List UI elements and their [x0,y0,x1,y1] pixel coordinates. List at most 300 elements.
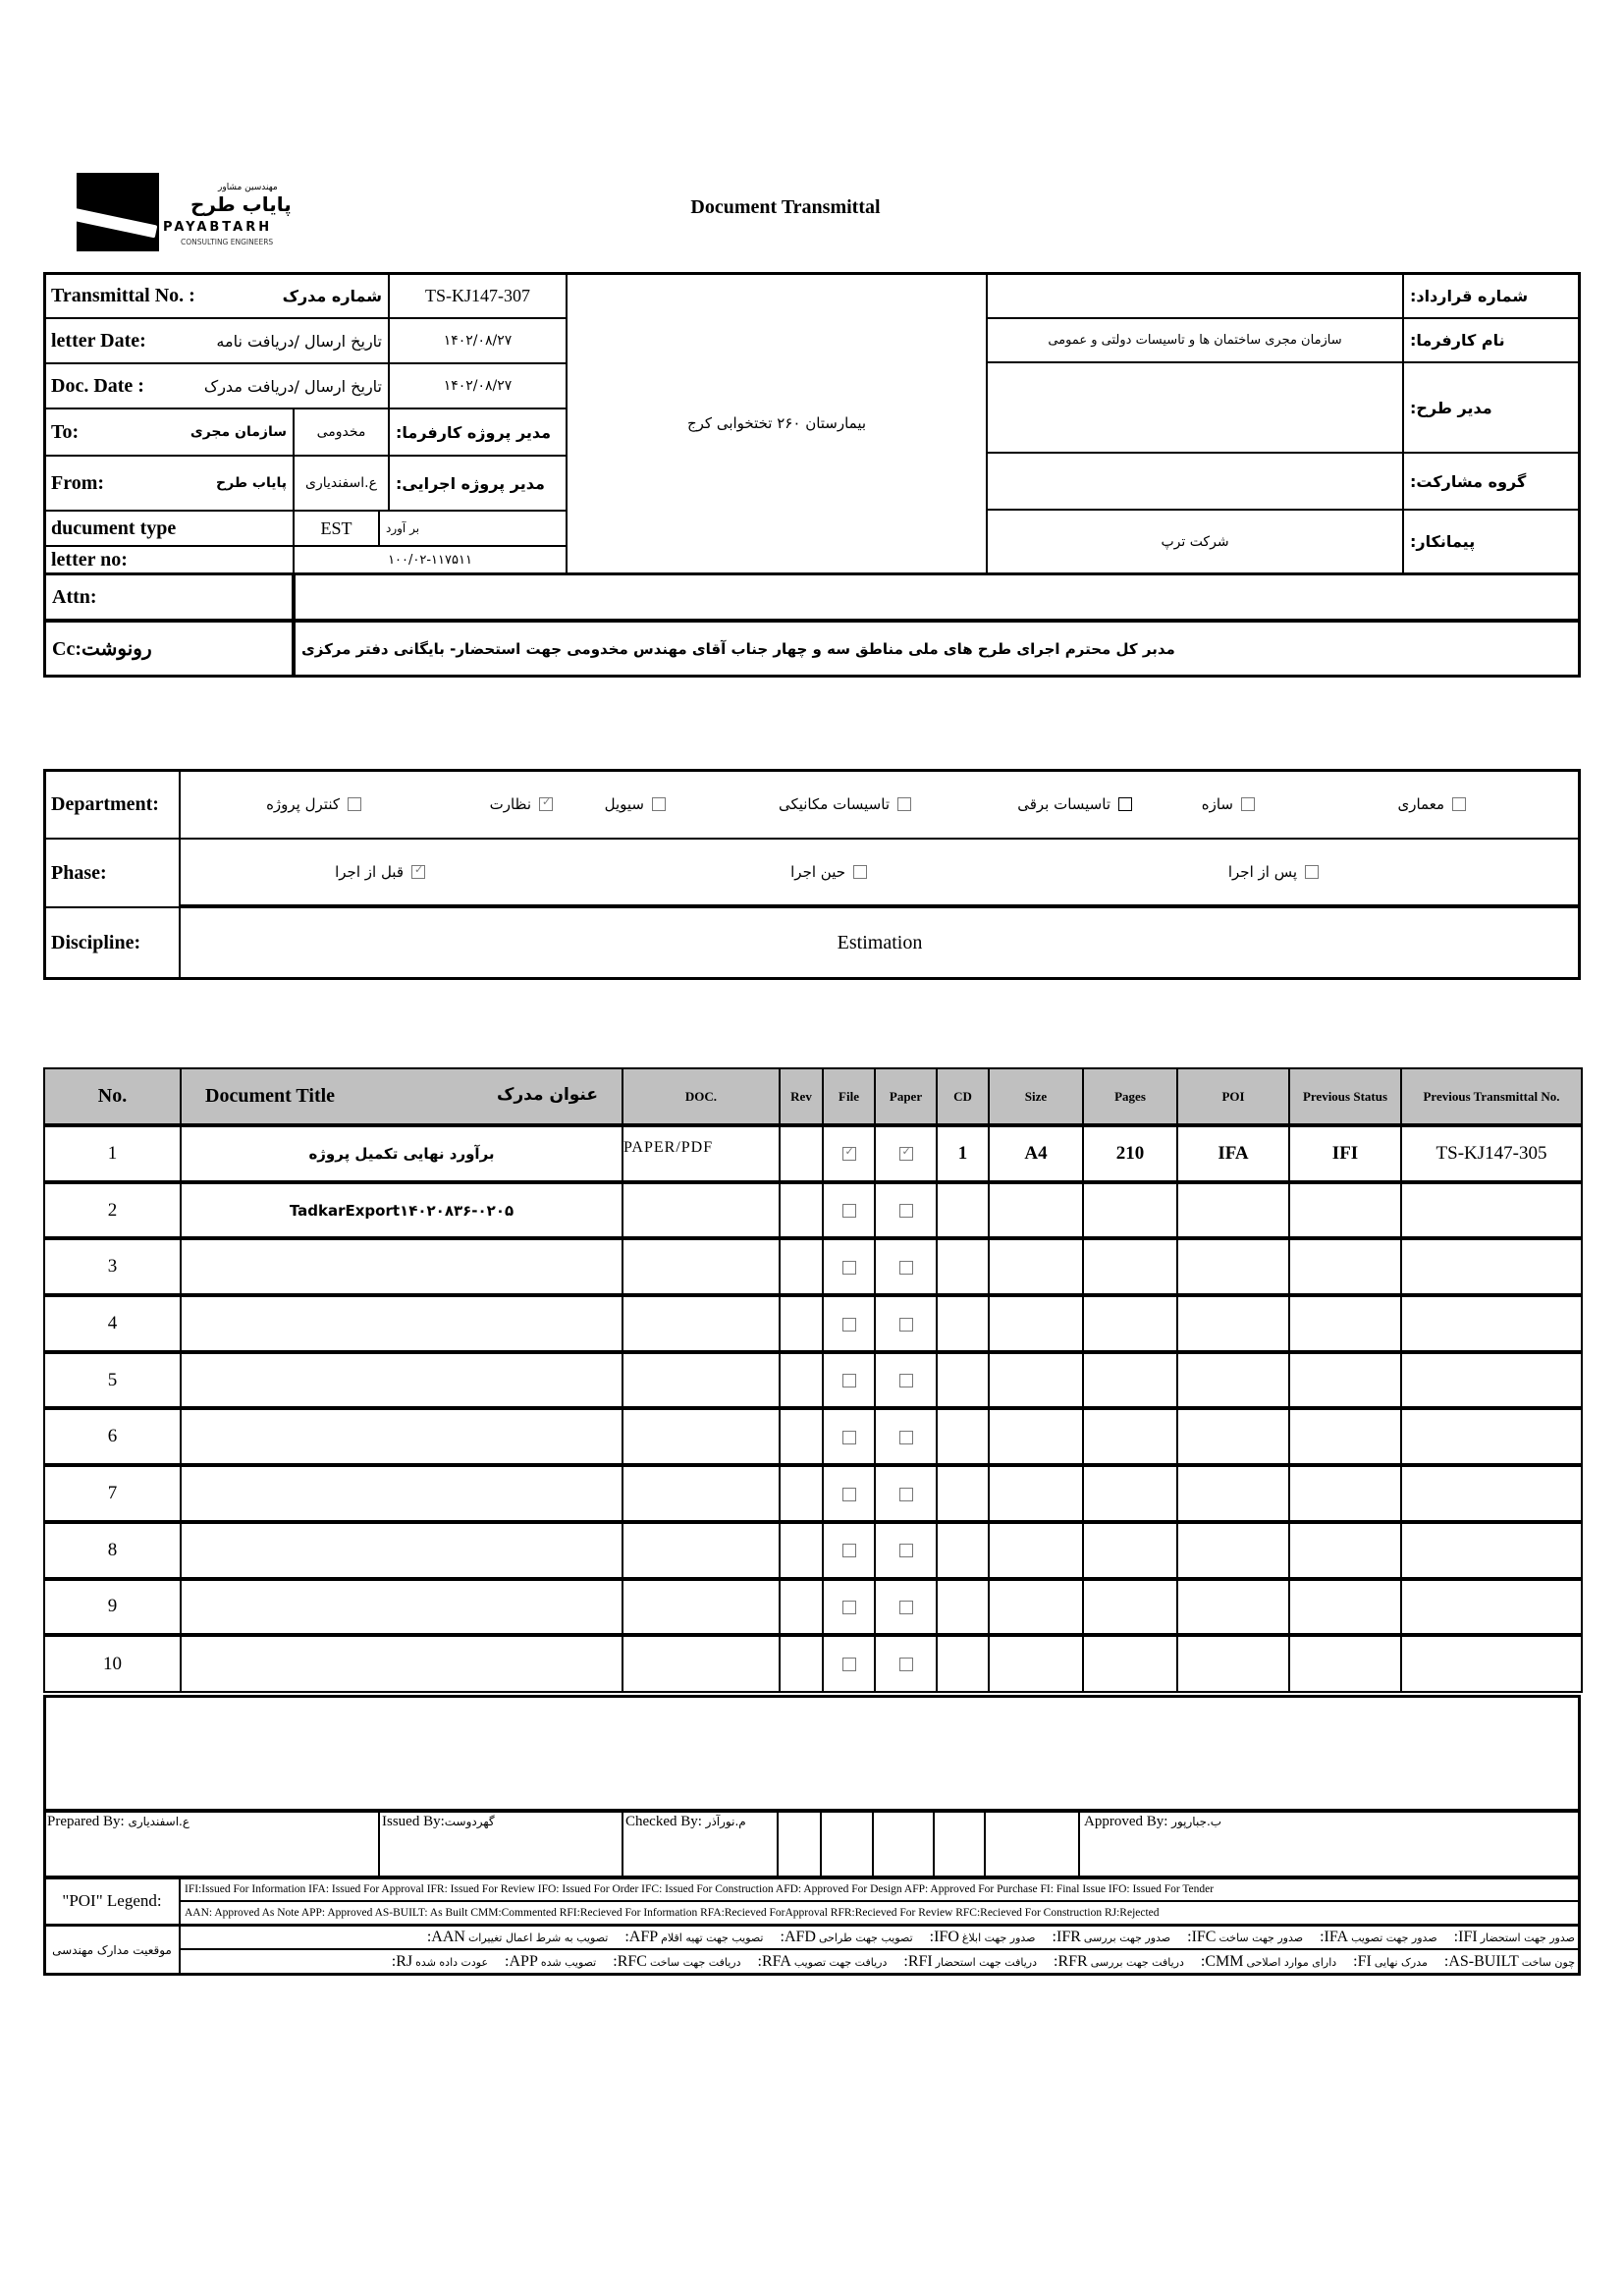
department-option-electrical[interactable] [1017,795,1132,813]
logo-fa-subtitle: مهندسین مشاور [218,183,278,192]
row-poi [1177,1295,1289,1352]
logo-en-name: PAYABTARH [163,220,273,235]
row-no: 6 [44,1408,181,1465]
legend-entry [778,1929,913,1946]
row-cd [937,1182,989,1239]
row-prev-status [1289,1295,1401,1352]
row-doc: PAPER/PDF [623,1125,780,1182]
legend-code: IFC: [1187,1929,1217,1945]
row-paper [875,1125,937,1182]
row-size: A4 [989,1125,1083,1182]
checkbox-icon[interactable] [899,1544,913,1557]
legend-text: صدور جهت تصویب [1351,1931,1437,1944]
row-prev-transmittal [1401,1182,1582,1239]
col-no: No. [44,1068,181,1125]
letter-date-label-en: letter Date: [51,329,146,352]
col-file: File [823,1068,875,1125]
legend-code: IFR: [1052,1929,1081,1945]
logo-mark-icon [77,173,159,251]
row-file [823,1522,875,1579]
row-doc [623,1465,780,1522]
row-pages [1083,1465,1177,1522]
to-field [43,408,295,457]
row-cd: 1 [937,1125,989,1182]
row-doc [623,1295,780,1352]
row-file [823,1125,875,1182]
phase-option-pre-execution[interactable] [335,863,425,881]
row-file [823,1635,875,1692]
row-prev-status [1289,1579,1401,1636]
legend-code: IFI: [1453,1929,1478,1945]
col-title-fa: عنوان مدرک [496,1085,598,1105]
legend-code: AFP: [624,1929,659,1945]
row-title [181,1352,623,1409]
letter-date-label-fa: تاریخ ارسال /دریافت نامه [216,331,382,351]
checked-by-name: م.نورآذر [705,1815,746,1828]
checked-by [622,1810,779,1878]
row-rev [780,1295,823,1352]
department-option-civil[interactable] [605,795,666,813]
row-rev [780,1238,823,1295]
row-paper [875,1352,937,1409]
row-rev [780,1408,823,1465]
document-type-label: ducument type [43,510,295,547]
table-row [44,1579,1582,1636]
col-cd: CD [937,1068,989,1125]
row-paper [875,1408,937,1465]
from-label: From: [51,471,105,494]
row-prev-transmittal [1401,1352,1582,1409]
option-label: سازه [1201,795,1233,813]
legend-entry [1451,1929,1575,1946]
letter-date-label [43,317,390,364]
checkbox-icon[interactable] [652,797,666,811]
row-rev [780,1635,823,1692]
notes-area[interactable] [43,1695,1581,1812]
row-title: برآورد نهایی تکمیل پروژه [181,1125,623,1182]
row-prev-status [1289,1238,1401,1295]
row-file [823,1579,875,1636]
doc-date-label-en: Doc. Date : [51,374,144,397]
legend-code: RFR: [1053,1953,1088,1970]
legend-text: صدور جهت بررسی [1083,1931,1171,1944]
row-cd [937,1522,989,1579]
legend-entry [389,1953,488,1971]
checkbox-icon[interactable] [899,1318,913,1332]
prepared-by [43,1810,380,1878]
row-file [823,1408,875,1465]
option-label: تاسیسات برقی [1017,795,1110,813]
col-title-en: Document Title [205,1085,336,1107]
table-row [44,1125,1582,1182]
legend-code: AS-BUILT: [1443,1953,1519,1970]
row-prev-status: IFI [1289,1125,1401,1182]
row-paper [875,1465,937,1522]
row-prev-transmittal [1401,1408,1582,1465]
attn-value [293,572,1581,622]
option-label: تاسیسات مکانیکی [778,795,890,813]
table-row [44,1465,1582,1522]
checkbox-icon[interactable] [842,1374,856,1387]
from-field [43,455,295,512]
checkbox-icon[interactable] [899,1601,913,1614]
legend-entry [622,1929,763,1946]
legend-text: دریافت جهت بررسی [1090,1956,1184,1969]
legend-code: RFC: [613,1953,647,1970]
checkbox-icon[interactable] [899,1488,913,1501]
legend-text: عودت داده شده [415,1956,489,1969]
row-pages [1083,1635,1177,1692]
col-size: Size [989,1068,1083,1125]
row-prev-status [1289,1182,1401,1239]
status-legend-line-2 [179,1948,1581,1976]
checkbox-checked-icon[interactable] [899,1147,913,1161]
col-rev: Rev [780,1068,823,1125]
documents-table [43,1067,1583,1693]
col-prev-status: Previous Status [1289,1068,1401,1125]
poi-legend-line-1: IFI:Issued For Information IFA: Issued For Approval IFR: Issued For Review IFO: Issued For Order IFC: Issued For Construction AFD: Approved For Design AFP: Approved For Purchase FI: Final Issue IFO: Issued For Tender [179,1877,1581,1902]
checkbox-icon[interactable] [899,1204,913,1218]
letter-no-label: letter no: [43,545,295,574]
row-file [823,1182,875,1239]
phase-options [179,838,1581,908]
row-poi [1177,1465,1289,1522]
row-cd [937,1465,989,1522]
row-doc [623,1408,780,1465]
prepared-by-label: Prepared By: [47,1814,125,1829]
option-label: قبل از اجرا [335,863,404,881]
checkbox-icon[interactable] [842,1261,856,1275]
legend-entry [1051,1953,1184,1971]
row-no: 5 [44,1352,181,1409]
checkbox-icon[interactable] [842,1488,856,1501]
legend-entry [1050,1929,1171,1946]
partnership-value [986,452,1404,511]
table-row [44,1635,1582,1692]
row-poi [1177,1522,1289,1579]
row-doc [623,1522,780,1579]
legend-entry [502,1953,596,1971]
phase-option-during-execution[interactable] [790,863,867,881]
doc-date-label [43,362,390,409]
legend-code: RFI: [903,1953,933,1970]
row-poi [1177,1579,1289,1636]
to-label: To: [51,420,80,443]
col-doc: DOC. [623,1068,780,1125]
checkbox-icon[interactable] [842,1658,856,1671]
checkbox-icon[interactable] [842,1544,856,1557]
legend-entry [1184,1929,1303,1946]
transmittal-no-label [43,272,390,319]
company-logo [77,173,293,251]
page-title: Document Transmittal [690,196,881,218]
to-person: مخدومی [293,408,390,457]
row-prev-status [1289,1408,1401,1465]
row-title [181,1238,623,1295]
checkbox-icon[interactable] [897,797,911,811]
row-prev-status [1289,1465,1401,1522]
checkbox-icon[interactable] [1118,797,1132,811]
legend-entry [900,1953,1037,1971]
from-person: ع.اسفندیاری [293,455,390,512]
row-poi [1177,1182,1289,1239]
checkbox-icon[interactable] [842,1318,856,1332]
row-cd [937,1352,989,1409]
col-paper: Paper [875,1068,937,1125]
row-paper [875,1295,937,1352]
row-title [181,1295,623,1352]
row-prev-transmittal [1401,1635,1582,1692]
option-label: کنترل پروژه [266,795,340,813]
row-pages [1083,1579,1177,1636]
row-rev [780,1522,823,1579]
checkbox-icon[interactable] [853,865,867,879]
row-doc [623,1352,780,1409]
legend-text: دریافت جهت تصویب [793,1956,888,1969]
employer-label: نام کارفرما: [1402,317,1581,363]
checkbox-icon[interactable] [348,797,361,811]
legend-text: چون ساخت [1521,1956,1575,1969]
discipline-value: Estimation [179,906,1581,980]
row-size [989,1408,1083,1465]
row-no: 7 [44,1465,181,1522]
contractor-label: پیمانکار: [1402,509,1581,574]
table-header-row [44,1068,1582,1125]
signature-spacer [933,1810,986,1878]
legend-text: دریافت جهت استحضار [935,1956,1037,1969]
col-title [181,1068,623,1125]
letter-date-value: ۱۴۰۲/۰۸/۲۷ [388,317,568,364]
discipline-label: Discipline: [43,906,181,980]
row-doc [623,1579,780,1636]
approved-by [1080,1810,1571,1878]
option-label: حین اجرا [790,863,845,881]
department-option-project-control[interactable] [266,795,361,813]
row-size [989,1182,1083,1239]
row-no: 8 [44,1522,181,1579]
approved-by-name: ب.جبارپور [1171,1815,1222,1828]
row-poi [1177,1352,1289,1409]
employer-pm-label: مدیر پروژه کارفرما: [388,408,568,457]
option-label: پس از اجرا [1227,863,1297,881]
row-title [181,1579,623,1636]
signature-spacer [820,1810,874,1878]
col-poi: POI [1177,1068,1289,1125]
row-no: 4 [44,1295,181,1352]
checkbox-checked-icon[interactable] [411,865,425,879]
row-prev-transmittal [1401,1295,1582,1352]
table-row [44,1522,1582,1579]
option-label: معماری [1397,795,1444,813]
row-size [989,1295,1083,1352]
from-value: پایاب طرح [216,475,287,491]
legend-text: دریافت جهت ساخت [649,1956,741,1969]
cc-label: Cc:رونوشت [43,620,295,678]
legend-text: صدور جهت ساخت [1218,1931,1304,1944]
doc-date-label-fa: تاریخ ارسال /دریافت مدرک [203,376,382,396]
department-option-supervision[interactable] [490,795,553,813]
contract-no-value [986,272,1404,319]
row-cd [937,1238,989,1295]
cc-value: مدبر کل محترم اجرای طرح های ملی مناطق سه و چهار جناب آقای مهندس مخدومی جهت استحضار- بایگانی دفتر مرکزی [293,620,1581,678]
issued-by-name: گهردوست [444,1815,495,1828]
row-poi [1177,1408,1289,1465]
row-cd [937,1408,989,1465]
row-rev [780,1579,823,1636]
row-paper [875,1579,937,1636]
row-size [989,1238,1083,1295]
row-prev-status [1289,1352,1401,1409]
contract-no-label: شماره قرارداد: [1402,272,1581,319]
legend-text: صدور جهت ابلاغ [961,1931,1036,1944]
checkbox-checked-icon[interactable] [842,1147,856,1161]
row-no: 2 [44,1182,181,1239]
row-prev-transmittal [1401,1238,1582,1295]
row-rev [780,1465,823,1522]
checkbox-icon[interactable] [899,1261,913,1275]
row-pages [1083,1238,1177,1295]
row-no: 3 [44,1238,181,1295]
legend-entry [1350,1953,1428,1971]
legend-entry [1441,1953,1575,1971]
department-option-mechanical[interactable] [779,795,911,813]
row-prev-transmittal: TS-KJ147-305 [1401,1125,1582,1182]
transmittal-no-label-en: Transmittal No. : [51,284,195,306]
row-no: 10 [44,1635,181,1692]
row-prev-status [1289,1635,1401,1692]
row-pages [1083,1408,1177,1465]
checkbox-icon[interactable] [899,1431,913,1444]
checked-by-label: Checked By: [625,1814,702,1829]
row-title [181,1465,623,1522]
row-no: 9 [44,1579,181,1636]
project-name: بیمارستان ۲۶۰ تختخوابی کرج [566,272,988,574]
checkbox-icon[interactable] [1241,797,1255,811]
legend-entry [610,1953,740,1971]
issued-by-label: Issued By: [382,1814,445,1829]
partnership-label: گروه مشارکت: [1402,452,1581,511]
legend-code: IFO: [929,1929,959,1945]
table-row [44,1352,1582,1409]
col-pages: Pages [1083,1068,1177,1125]
row-size [989,1635,1083,1692]
checkbox-icon[interactable] [842,1431,856,1444]
legend-text: تصویب جهت طراحی [818,1931,913,1944]
row-pages [1083,1522,1177,1579]
legend-entry [927,1929,1036,1946]
legend-entry [754,1953,887,1971]
legend-code: CMM: [1200,1953,1244,1970]
transmittal-no-label-fa: شماره مدرک [282,286,382,305]
table-row [44,1295,1582,1352]
plan-manager-value [986,361,1404,454]
document-type-value: بر آورد [378,510,568,547]
row-file [823,1465,875,1522]
col-prev-transmittal: Previous Transmittal No. [1401,1068,1582,1125]
contractor-value: شرکت ترپ [986,509,1404,574]
legend-code: IFA: [1320,1929,1349,1945]
signature-spacer [872,1810,935,1878]
signature-spacer [984,1810,1080,1878]
checkbox-icon[interactable] [842,1601,856,1614]
row-cd [937,1295,989,1352]
row-rev [780,1182,823,1239]
row-prev-transmittal [1401,1465,1582,1522]
attn-label: Attn: [43,572,295,622]
row-prev-status [1289,1522,1401,1579]
legend-entry [424,1929,609,1946]
row-poi: IFA [1177,1125,1289,1182]
row-cd [937,1579,989,1636]
checkbox-checked-icon[interactable] [539,797,553,811]
plan-manager-label: مدیر طرح: [1402,361,1581,454]
checkbox-icon[interactable] [1305,865,1319,879]
row-file [823,1352,875,1409]
employer-value: سازمان مجری ساختمان ها و تاسیسات دولتی و عمومی [986,317,1404,363]
row-poi [1177,1238,1289,1295]
row-paper [875,1238,937,1295]
row-paper [875,1635,937,1692]
row-prev-transmittal [1401,1579,1582,1636]
checkbox-icon[interactable] [899,1658,913,1671]
row-doc [623,1238,780,1295]
legend-text: دارای موارد اصلاحی [1246,1956,1337,1969]
option-label: سیویل [604,795,644,813]
legend-code: APP: [505,1953,538,1970]
legend-text: مدرک نهایی [1374,1956,1428,1969]
checkbox-icon[interactable] [1452,797,1466,811]
department-label: Department: [43,769,181,840]
row-doc [623,1182,780,1239]
table-row [44,1182,1582,1239]
row-title: TadkarExport۱۴۰۲۰۸۳۶-۰۲۰۵ [181,1182,623,1239]
transmittal-no-value: TS-KJ147-307 [388,272,568,319]
legend-code: AAN: [426,1929,465,1945]
checkbox-icon[interactable] [842,1204,856,1218]
table-row [44,1238,1582,1295]
row-pages: 210 [1083,1125,1177,1182]
legend-text: تصویب به شرط اعمال تغییرات [467,1931,609,1944]
row-paper [875,1522,937,1579]
row-title [181,1408,623,1465]
signature-spacer [777,1810,822,1878]
to-value: سازمان مجری [189,424,287,440]
row-prev-transmittal [1401,1522,1582,1579]
department-option-structure[interactable] [1202,795,1255,813]
row-rev [780,1125,823,1182]
logo-fa-name: پایاب طرح [190,192,292,216]
row-pages [1083,1352,1177,1409]
row-paper [875,1182,937,1239]
legend-code: AFD: [780,1929,816,1945]
poi-legend-line-2: AAN: Approved As Note APP: Approved AS-BUILT: As Built CMM:Commented RFI:Recieved For Information RFA:Recieved ForApproval RFR:Recieved For Review RFC:Recieved For Construction RJ:Rejected [179,1900,1581,1926]
prepared-by-name: ع.اسفندیاری [128,1815,190,1828]
poi-legend-label: "POI" Legend: [43,1877,181,1926]
checkbox-icon[interactable] [899,1374,913,1387]
phase-option-post-execution[interactable] [1228,863,1319,881]
legend-code: RFA: [757,1953,791,1970]
row-rev [780,1352,823,1409]
option-label: نظارت [489,795,531,813]
executive-pm-label: مدیر پروژه اجرایی: [388,455,568,512]
row-pages [1083,1295,1177,1352]
logo-en-subtitle: CONSULTING ENGINEERS [181,238,274,246]
row-doc [623,1635,780,1692]
legend-entry [1317,1929,1437,1946]
row-pages [1083,1182,1177,1239]
doc-date-value: ۱۴۰۲/۰۸/۲۷ [388,362,568,409]
department-option-architecture[interactable] [1398,795,1467,813]
